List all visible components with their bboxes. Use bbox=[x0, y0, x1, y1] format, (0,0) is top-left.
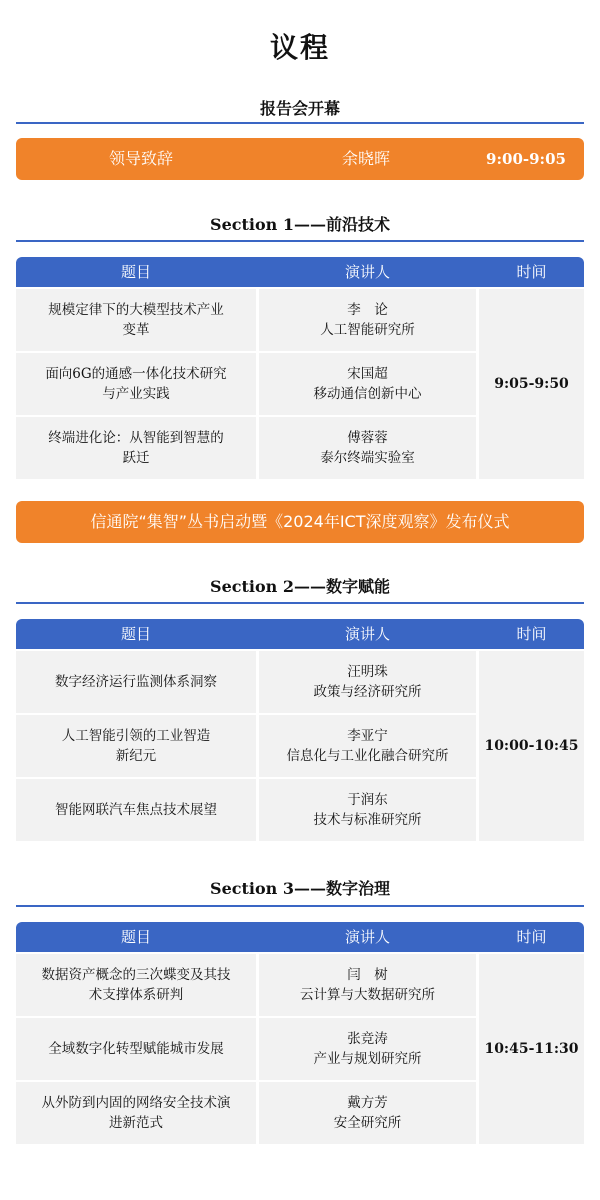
table-row bbox=[16, 353, 476, 415]
speaker-cell: 张竞涛 产业与规划研究所 bbox=[259, 1018, 476, 1080]
table-row bbox=[16, 1018, 476, 1080]
topic-cell: 规模定律下的大模型技术产业 变革 bbox=[16, 289, 256, 351]
topic-cell: 全域数字化转型赋能城市发展 bbox=[16, 1018, 256, 1080]
topic-cell: 从外防到内固的网络安全技术演 进新范式 bbox=[16, 1082, 256, 1144]
speaker-cell: 李亚宁 信息化与工业化融合研究所 bbox=[259, 715, 476, 777]
table-row bbox=[16, 417, 476, 479]
opening-divider bbox=[16, 122, 584, 124]
speaker-cell: 戴方芳 安全研究所 bbox=[259, 1082, 476, 1144]
section1-divider bbox=[16, 240, 584, 242]
section3-table-header bbox=[16, 922, 584, 952]
section2-time: 10:00-10:45 bbox=[479, 651, 584, 841]
table-row bbox=[16, 954, 476, 1016]
opening-speaker: 余晓晖 bbox=[341, 149, 390, 168]
speaker-cell: 于润东 技术与标准研究所 bbox=[259, 779, 476, 841]
page-title: 议程 bbox=[269, 31, 330, 64]
opening-header: 报告会开幕 bbox=[259, 99, 340, 118]
section2-table bbox=[16, 619, 584, 843]
launch-bar: 信通院“集智”丛书启动暨《2024年ICT深度观察》发布仪式 bbox=[16, 501, 584, 543]
topic-cell: 面向6G的通感一体化技术研究 与产业实践 bbox=[16, 353, 256, 415]
opening-item: 领导致辞 bbox=[108, 149, 173, 168]
topic-cell: 人工智能引领的工业智造 新纪元 bbox=[16, 715, 256, 777]
speaker-cell: 李 论 人工智能研究所 bbox=[259, 289, 476, 351]
speaker-cell: 闫 树 云计算与大数据研究所 bbox=[259, 954, 476, 1016]
topic-cell: 终端进化论：从智能到智慧的 跃迁 bbox=[16, 417, 256, 479]
speaker-cell: 傅蓉蓉 泰尔终端实验室 bbox=[259, 417, 476, 479]
header-time: 时间 bbox=[516, 928, 547, 946]
section3-time: 10:45-11:30 bbox=[479, 954, 584, 1144]
section3-table bbox=[16, 922, 584, 1146]
opening-time: 9:00-9:05 bbox=[486, 150, 566, 168]
table-row bbox=[16, 779, 476, 841]
section3-header: Section 3——数字治理 bbox=[210, 879, 390, 898]
table-row bbox=[16, 715, 476, 777]
header-topic: 题目 bbox=[120, 625, 151, 643]
table-row bbox=[16, 1082, 476, 1144]
table-row bbox=[16, 289, 476, 351]
speaker-cell: 宋国超 移动通信创新中心 bbox=[259, 353, 476, 415]
header-topic: 题目 bbox=[120, 928, 151, 946]
header-speaker: 演讲人 bbox=[344, 625, 390, 643]
header-time: 时间 bbox=[516, 625, 547, 643]
topic-cell: 数字经济运行监测体系洞察 bbox=[16, 651, 256, 713]
section2-header: Section 2——数字赋能 bbox=[210, 577, 390, 596]
header-time: 时间 bbox=[516, 263, 547, 281]
section3-divider bbox=[16, 905, 584, 907]
section1-time: 9:05-9:50 bbox=[479, 289, 584, 479]
topic-cell: 智能网联汽车焦点技术展望 bbox=[16, 779, 256, 841]
table-row bbox=[16, 651, 476, 713]
speaker-cell: 汪明珠 政策与经济研究所 bbox=[259, 651, 476, 713]
header-speaker: 演讲人 bbox=[344, 263, 390, 281]
section2-table-header bbox=[16, 619, 584, 649]
section2-divider bbox=[16, 602, 584, 604]
section1-table bbox=[16, 257, 584, 481]
header-speaker: 演讲人 bbox=[344, 928, 390, 946]
header-topic: 题目 bbox=[120, 263, 151, 281]
section1-header: Section 1——前沿技术 bbox=[210, 215, 390, 234]
section1-table-header bbox=[16, 257, 584, 287]
topic-cell: 数据资产概念的三次蝶变及其技 术支撑体系研判 bbox=[16, 954, 256, 1016]
opening-bar bbox=[16, 138, 584, 180]
